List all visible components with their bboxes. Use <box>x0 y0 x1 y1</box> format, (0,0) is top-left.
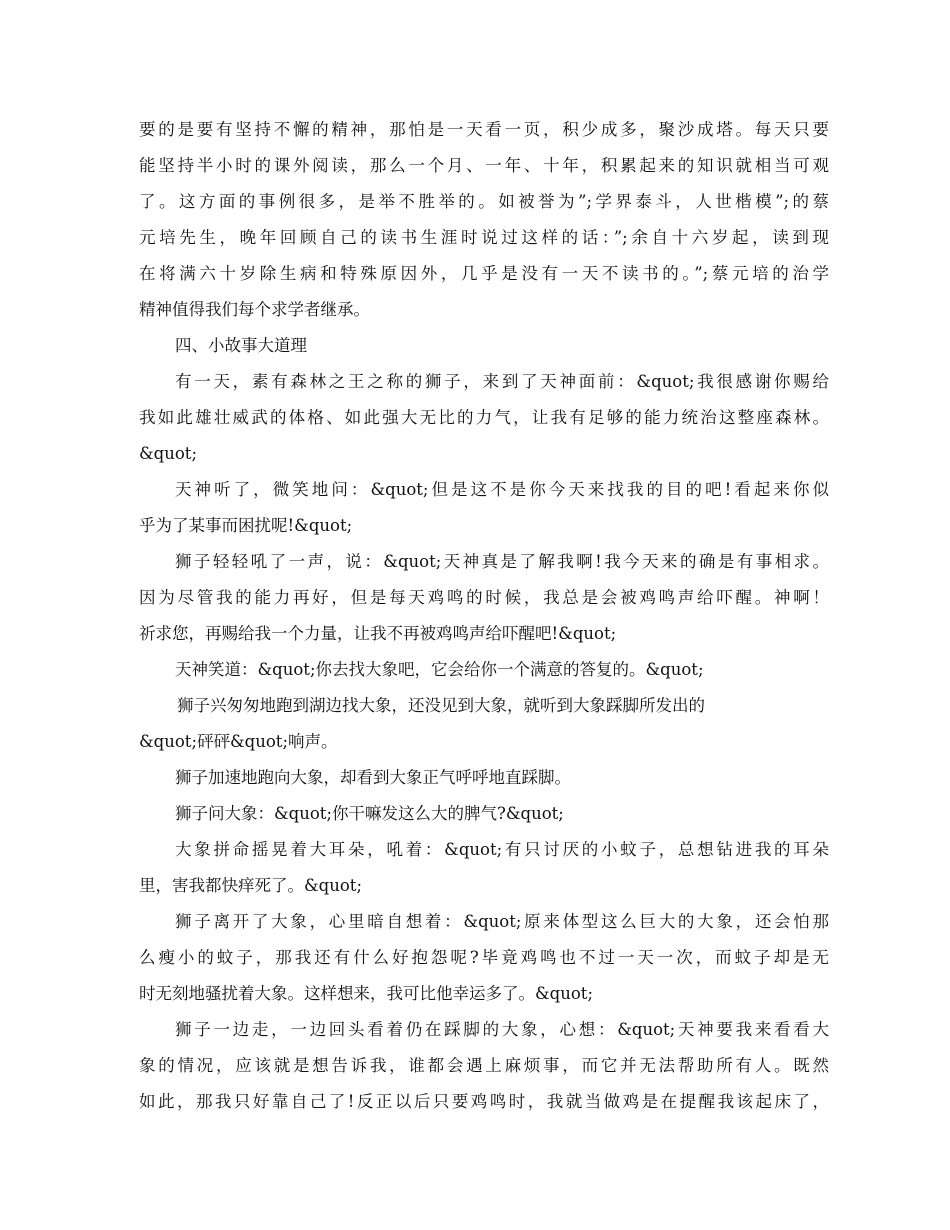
paragraph-line: 里，害我都快痒死了。&quot; <box>139 876 362 895</box>
paragraph-line: 祈求您，再赐给我一个力量，让我不再被鸡鸣声给吓醒吧!&quot; <box>139 624 617 643</box>
paragraph-line: 要的是要有坚持不懈的精神，那怕是一天看一页，积少成多，聚沙成塔。每天只要 <box>139 120 829 139</box>
paragraph-line: 狮子加速地跑向大象，却看到大象正气呼呼地直踩脚。 <box>175 768 571 787</box>
paragraph-line: 象的情况，应该就是想告诉我，谁都会遇上麻烦事，而它并无法帮助所有人。既然 <box>139 1056 829 1075</box>
paragraph-line: 狮子兴匆匆地跑到湖边找大象，还没见到大象，就听到大象踩脚所发出的 <box>177 696 705 715</box>
paragraph-line: 了。这方面的事例很多，是举不胜举的。如被誉为”;学界泰斗，人世楷模”;的蔡 <box>139 192 829 211</box>
paragraph-line: 狮子轻轻吼了一声，说：&quot;天神真是了解我啊!我今天来的确是有事相求。 <box>175 552 829 571</box>
paragraph-line: 乎为了某事而困扰呢!&quot; <box>139 516 353 535</box>
section-heading: 四、小故事大道理 <box>175 336 307 355</box>
paragraph-line: 我如此雄壮威武的体格、如此强大无比的力气，让我有足够的能力统治这整座森林。 <box>139 408 829 427</box>
paragraph-line: 因为尽管我的能力再好，但是每天鸡鸣的时候，我总是会被鸡鸣声给吓醒。神啊！ <box>139 588 829 607</box>
paragraph-line: 狮子问大象：&quot;你干嘛发这么大的脾气?&quot; <box>175 804 564 823</box>
paragraph-line: &quot;砰砰&quot;响声。 <box>139 732 338 751</box>
paragraph-line: 天神笑道：&quot;你去找大象吧，它会给你一个满意的答复的。&quot; <box>175 660 704 679</box>
document-body <box>139 112 829 1120</box>
paragraph-line: 时无刻地骚扰着大象。这样想来，我可比他幸运多了。&quot; <box>139 984 593 1003</box>
paragraph-line: 狮子一边走，一边回头看着仍在踩脚的大象，心想：&quot;天神要我来看看大 <box>175 1020 829 1039</box>
paragraph-line: 精神值得我们每个求学者继承。 <box>139 300 370 319</box>
paragraph-line: 么瘦小的蚊子，那我还有什么好抱怨呢?毕竟鸡鸣也不过一天一次，而蚊子却是无 <box>139 948 829 967</box>
paragraph-line: 元培先生，晚年回顾自己的读书生涯时说过这样的话：”;余自十六岁起，读到现 <box>139 228 829 247</box>
paragraph-line: 如此，那我只好靠自己了!反正以后只要鸡鸣时，我就当做鸡是在提醒我该起床了， <box>139 1092 829 1111</box>
paragraph-line: 大象拼命摇晃着大耳朵，吼着：&quot;有只讨厌的小蚊子，总想钻进我的耳朵 <box>175 840 829 859</box>
paragraph-line: &quot; <box>139 444 197 463</box>
paragraph-line: 狮子离开了大象，心里暗自想着：&quot;原来体型这么巨大的大象，还会怕那 <box>175 912 829 931</box>
paragraph-line: 有一天，素有森林之王之称的狮子，来到了天神面前：&quot;我很感谢你赐给 <box>175 372 829 391</box>
paragraph-line: 在将满六十岁除生病和特殊原因外，几乎是没有一天不读书的。”;蔡元培的治学 <box>139 264 829 283</box>
paragraph-line: 能坚持半小时的课外阅读，那么一个月、一年、十年，积累起来的知识就相当可观 <box>139 156 829 175</box>
paragraph-line: 天神听了，微笑地问：&quot;但是这不是你今天来找我的目的吧!看起来你似 <box>175 480 829 499</box>
